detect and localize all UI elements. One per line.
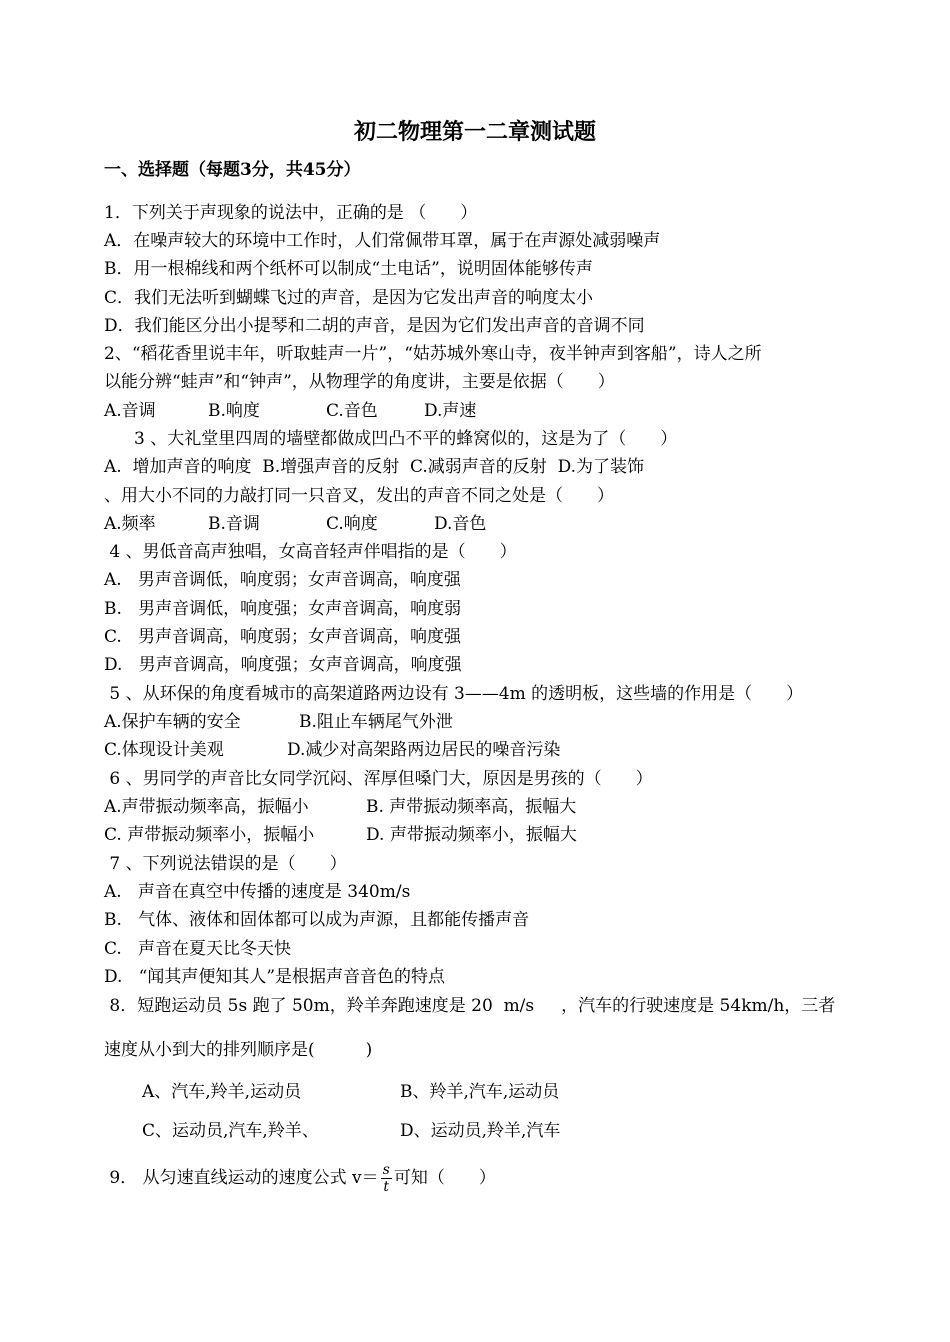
q9-stem <box>104 1160 496 1196</box>
section-heading: 一、选择题（每题3分，共45分） <box>104 160 361 180</box>
fraction-numerator: s <box>382 1162 390 1178</box>
q6-option-d: D. 声带振动频率小，振幅大 <box>366 825 577 845</box>
q2-option-d: D.声速 <box>424 401 477 421</box>
q2-option-c: C.音色 <box>326 401 378 421</box>
q5-option-b: B.阻止车辆尾气外泄 <box>299 712 453 732</box>
q1-option-d: D．我们能区分出小提琴和二胡的声音，是因为它们发出声音的音调不同 <box>104 316 645 336</box>
q3-options: A. 增加声音的响度 B.增强声音的反射 C.减弱声音的反射 D.为了装饰 <box>104 457 645 477</box>
q4-option-c: C. 男声音调高，响度弱；女声音调高，响度强 <box>104 627 462 647</box>
q6-stem: 6 、男同学的声音比女同学沉闷、浑厚但嗓门大，原因是男孩的（ ） <box>104 769 653 789</box>
q7-stem: 7 、下列说法错误的是（ ） <box>104 854 347 874</box>
q2-option-b: B.响度 <box>208 401 260 421</box>
q4-stem: 4 、男低音高声独唱，女高音轻声伴唱指的是（ ） <box>104 542 517 562</box>
q7-option-d: D. “闻其声便知其人”是根据声音音色的特点 <box>104 967 446 987</box>
q4a-option-c: C.响度 <box>326 514 378 534</box>
q2-stem-line1: 2、“稻花香里说丰年，听取蛙声一片”，“姑苏城外寒山寺，夜半钟声到客船”，诗人之所 <box>104 344 762 364</box>
q8-option-b: B、羚羊,汽车,运动员 <box>400 1082 560 1102</box>
page-title: 初二物理第一二章测试题 <box>353 119 596 145</box>
q1-option-c: C．我们无法听到蝴蝶飞过的声音，是因为它发出声音的响度太小 <box>104 288 594 308</box>
q8-option-a: A、汽车,羚羊,运动员 <box>142 1082 302 1102</box>
q6-option-a: A.声带振动频率高，振幅小 <box>104 797 309 817</box>
q4a-stem: 、用大小不同的力敲打同一只音叉，发出的声音不同之处是（ ） <box>104 486 614 506</box>
q2-option-a: A.音调 <box>104 401 156 421</box>
q7-option-c: C. 声音在夏天比冬天快 <box>104 939 292 959</box>
q2-stem-line2: 以能分辨“蛙声”和“钟声”，从物理学的角度讲，主要是依据（ ） <box>104 372 615 392</box>
q4-option-b: B. 男声音调低，响度强；女声音调高，响度弱 <box>104 599 462 619</box>
q8-stem-line1: 8．短跑运动员 5s 跑了 50m，羚羊奔跑速度是 20 m/s ，汽车的行驶速度是 54km/h，三者 <box>104 996 836 1016</box>
q1-option-a: A．在噪声较大的环境中工作时，人们常佩带耳罩，属于在声源处减弱噪声 <box>104 231 661 251</box>
q4-option-d: D. 男声音调高，响度强；女声音调高，响度强 <box>104 655 462 675</box>
q8-option-c: C、运动员,汽车,羚羊、 <box>142 1121 319 1141</box>
q4a-option-b: B.音调 <box>208 514 260 534</box>
q4a-option-d: D.音色 <box>434 514 487 534</box>
q7-option-b: B. 气体、液体和固体都可以成为声源，且都能传播声音 <box>104 910 530 930</box>
q4-option-a: A. 男声音调低，响度弱；女声音调高，响度强 <box>104 570 461 590</box>
q5-option-d: D.减少对高架路两边居民的噪音污染 <box>287 740 561 760</box>
q5-option-c: C.体现设计美观 <box>104 740 224 760</box>
q1-stem: 1．下列关于声现象的说法中，正确的是 （ ） <box>104 203 478 223</box>
q7-option-a: A. 声音在真空中传播的速度是 340m/s <box>104 882 411 902</box>
fraction-denominator: t <box>383 1179 390 1195</box>
q6-option-b: B. 声带振动频率高，振幅大 <box>366 797 577 817</box>
speed-formula-fraction <box>381 1162 392 1195</box>
q8-option-d: D、运动员,羚羊,汽车 <box>400 1121 561 1141</box>
q5-option-a: A.保护车辆的安全 <box>104 712 241 732</box>
q1-option-b: B．用一根棉线和两个纸杯可以制成“土电话”，说明固体能够传声 <box>104 259 593 279</box>
q8-stem-line2: 速度从小到大的排列顺序是( ) <box>104 1040 373 1060</box>
q6-option-c: C. 声带振动频率小，振幅小 <box>104 825 315 845</box>
q3-stem: 3 、大礼堂里四周的墙壁都做成凹凸不平的蜂窝似的，这是为了（ ） <box>134 429 678 449</box>
q5-stem: 5 、从环保的角度看城市的高架道路两边设有 3——4m 的透明板，这些墙的作用是（ ） <box>104 684 804 704</box>
q4a-option-a: A.频率 <box>104 514 156 534</box>
q9-stem-after: 可知（ ） <box>393 1168 496 1188</box>
q9-stem-before: 9． 从匀速直线运动的速度公式 v＝ <box>104 1168 379 1188</box>
